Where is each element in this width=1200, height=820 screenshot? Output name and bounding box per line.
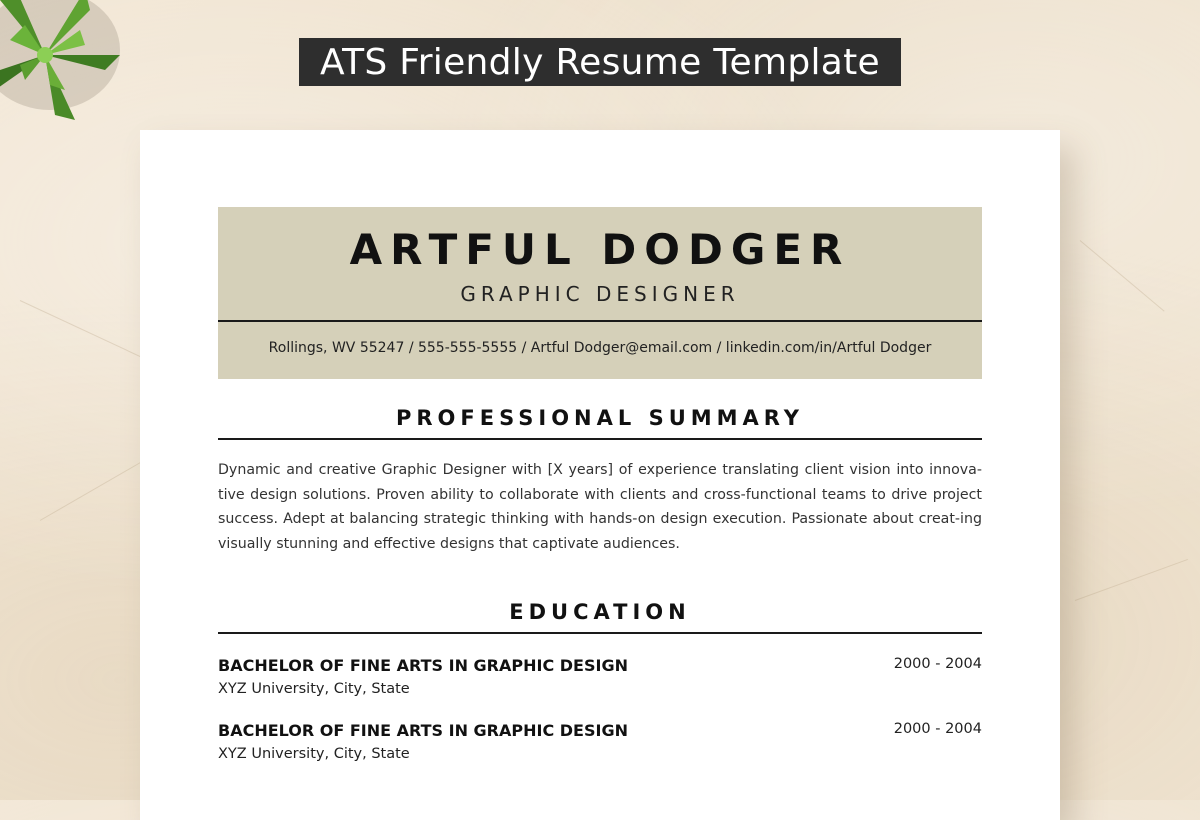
summary-divider [218,438,982,440]
succulent-plant-icon [0,0,150,140]
banner-title: ATS Friendly Resume Template [319,41,881,83]
education-entry [218,721,982,771]
school-name: XYZ University, City, State [218,681,410,697]
degree-years: 2000 - 2004 [893,721,982,737]
degree-years: 2000 - 2004 [893,656,982,672]
education-entry [218,656,982,706]
degree-title: BACHELOR OF FINE ARTS IN GRAPHIC DESIGN [218,656,628,675]
title-banner [299,38,901,86]
resume-page [140,130,1060,820]
header-divider [218,320,982,322]
resume-header [218,207,982,379]
education-heading: EDUCATION [509,600,691,624]
job-title: GRAPHIC DESIGNER [460,282,740,306]
candidate-name: ARTFUL DODGER [349,225,851,274]
degree-title: BACHELOR OF FINE ARTS IN GRAPHIC DESIGN [218,721,628,740]
contact-line: Rollings, WV 55247 / 555-555-5555 / Artful Dodger@email.com / linkedin.com/in/Artful Dodger [268,340,932,356]
summary-heading: PROFESSIONAL SUMMARY [395,406,805,430]
marble-vein [40,460,144,521]
marble-vein [1075,559,1188,601]
marble-vein [1080,240,1165,311]
education-divider [218,632,982,634]
school-name: XYZ University, City, State [218,746,410,762]
summary-text: Dynamic and creative Graphic Designer with [X years] of experience translating client vision into innova-tive design solutions. Proven ability to collaborate with clients and cross-functional teams to drive project success. Adept at balancing strategic thinking with hands-on design execution. Passionate about creat-ing visually stunning and effective designs that captivate audiences. [218,462,982,552]
